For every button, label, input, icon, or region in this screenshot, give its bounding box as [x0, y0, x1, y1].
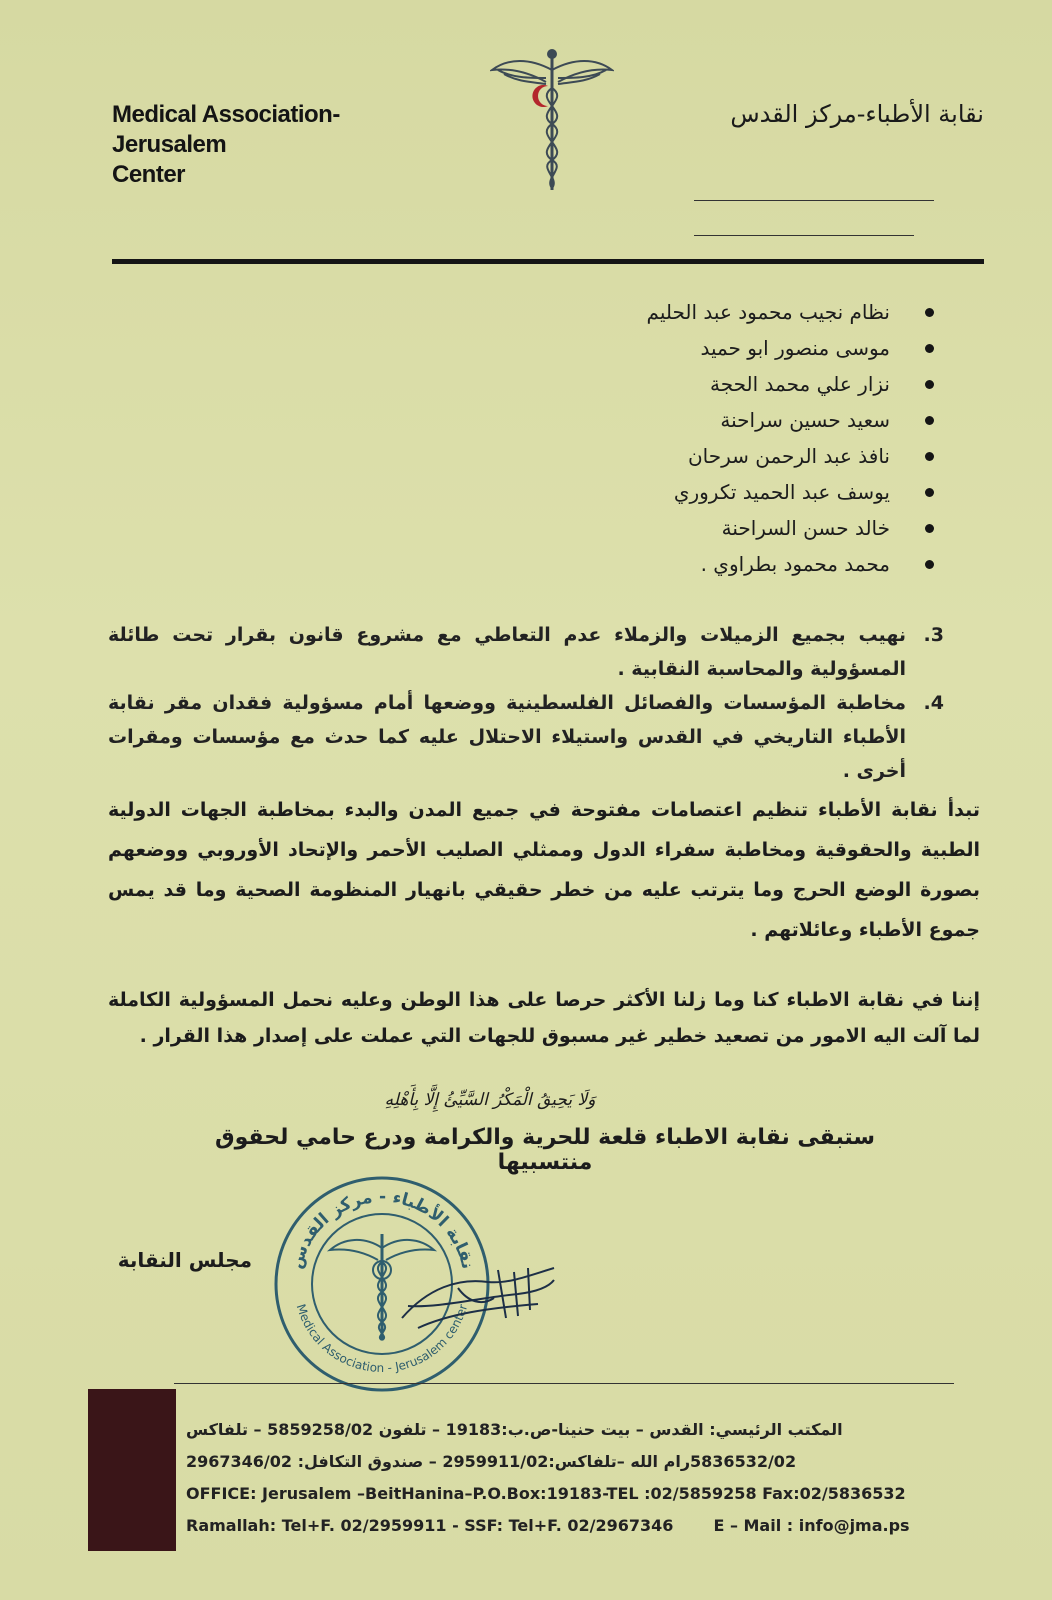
list-item-text: محمد محمود بطراوي . [700, 552, 890, 576]
list-item-text: خالد حسن السراحنة [721, 516, 890, 540]
bullet-icon [925, 488, 934, 497]
numbered-item [108, 618, 944, 686]
list-item-text: نافذ عبد الرحمن سرحان [687, 444, 890, 468]
paragraph-responsibility: إننا في نقابة الاطباء كنا وما زلنا الأكثر حرصا على هذا الوطن وعليه نحمل المسؤولية الكاملة لما آلت اليه الامور من تصعيد خطير غير مسبوق للجهات التي عملت على إصدار هذا القرار . [108, 989, 980, 1047]
footer-contacts [186, 1414, 946, 1542]
bullet-icon [925, 524, 934, 533]
list-item [374, 366, 934, 402]
list-item [374, 474, 934, 510]
org-name-arabic: نقابة الأطباء-مركز القدس [730, 100, 984, 128]
numbered-item [108, 686, 944, 788]
bullet-icon [925, 416, 934, 425]
list-item-text: سعيد حسين سراحنة [720, 408, 890, 432]
list-item [374, 438, 934, 474]
item-text: نهيب بجميع الزميلات والزملاء عدم التعاطي مع مشروع قانون بقرار تحت طائلة المسؤولية والمحاسبة النقابية . [108, 624, 906, 680]
org-name-english [112, 100, 452, 190]
item-number: 3. [923, 624, 944, 646]
stamp-arabic-text: نقابة الأطباء - مركز القدس [286, 1186, 478, 1272]
names-list [374, 294, 934, 582]
handwritten-signature [398, 1258, 558, 1338]
footer-arabic-line1: المكتب الرئيسي: القدس – بيت حنينا-ص.ب:19183 – تلفون 5859258/02 – تلفاكس [186, 1420, 843, 1439]
footer-english-line2 [186, 1510, 946, 1542]
org-name-english-line2: Center [112, 161, 186, 188]
list-item-text: نزار علي محمد الحجة [710, 372, 890, 396]
list-item-text: موسى منصور ابو حميد [700, 336, 890, 360]
footer-english-line1: OFFICE: Jerusalem –BeitHanina–P.O.Box:19183-TEL :02/5859258 Fax:02/5836532 [186, 1484, 906, 1503]
footer-color-bar [88, 1389, 176, 1551]
org-name-english-line1: Medical Association-Jerusalem [112, 101, 340, 158]
footer-divider [174, 1383, 954, 1384]
bullet-icon [925, 344, 934, 353]
closing-slogan: ستبقى نقابة الاطباء قلعة للحرية والكرامة ودرع حامي لحقوق منتسبيها [214, 1125, 876, 1175]
stamp-english-text: Medical Association - Jerusalem center [293, 1302, 471, 1376]
footer-email[interactable]: E – Mail : info@jma.ps [713, 1516, 910, 1535]
item-number: 4. [923, 692, 944, 714]
list-item [374, 546, 934, 582]
quran-verse: وَلَا يَحِيقُ الْمَكْرُ السَّيِّئُ إِلَّا بِأَهْلِهِ [384, 1090, 596, 1110]
reference-blank-line [694, 200, 934, 201]
list-item-text: يوسف عبد الحميد تكروري [673, 480, 890, 504]
list-item [374, 330, 934, 366]
numbered-items [108, 618, 944, 788]
list-item-text: نظام نجيب محمود عبد الحليم [646, 300, 890, 324]
footer-ramallah: Ramallah: Tel+F. 02/2959911 - SSF: Tel+F. 02/2967346 [186, 1516, 674, 1535]
header-divider [112, 259, 984, 264]
bullet-icon [925, 380, 934, 389]
footer-arabic-line2: 5836532/02رام الله –تلفاكس:2959911/02 – صندوق التكافل: 2967346/02 [186, 1452, 797, 1471]
caduceus-logo-icon [490, 48, 614, 198]
list-item [374, 402, 934, 438]
bullet-icon [925, 452, 934, 461]
signatory-council: مجلس النقابة [117, 1248, 252, 1272]
bullet-icon [925, 560, 934, 569]
list-item [374, 510, 934, 546]
date-blank-line [694, 235, 914, 236]
list-item [374, 294, 934, 330]
paragraph-protests: تبدأ نقابة الأطباء تنظيم اعتصامات مفتوحة في جميع المدن والبدء بمخاطبة الجهات الدولية الطبية والحقوقية ومخاطبة سفراء الدول وممثلي الصليب الأحمر والإتحاد الأوروبي ووضعهم بصورة الوضع الحرج وما يترتب عليه من خطر حقيقي بانهيار المنظومة الصحية وما قد يمس جموع الأطباء وعائلاتهم . [108, 799, 980, 941]
item-text: مخاطبة المؤسسات والفصائل الفلسطينية ووضعها أمام مسؤولية فقدان مقر نقابة الأطباء التاريخي في القدس واستيلاء الاحتلال عليه كما حدث مع مؤسسات ومقرات أخرى . [108, 692, 906, 782]
bullet-icon [925, 308, 934, 317]
